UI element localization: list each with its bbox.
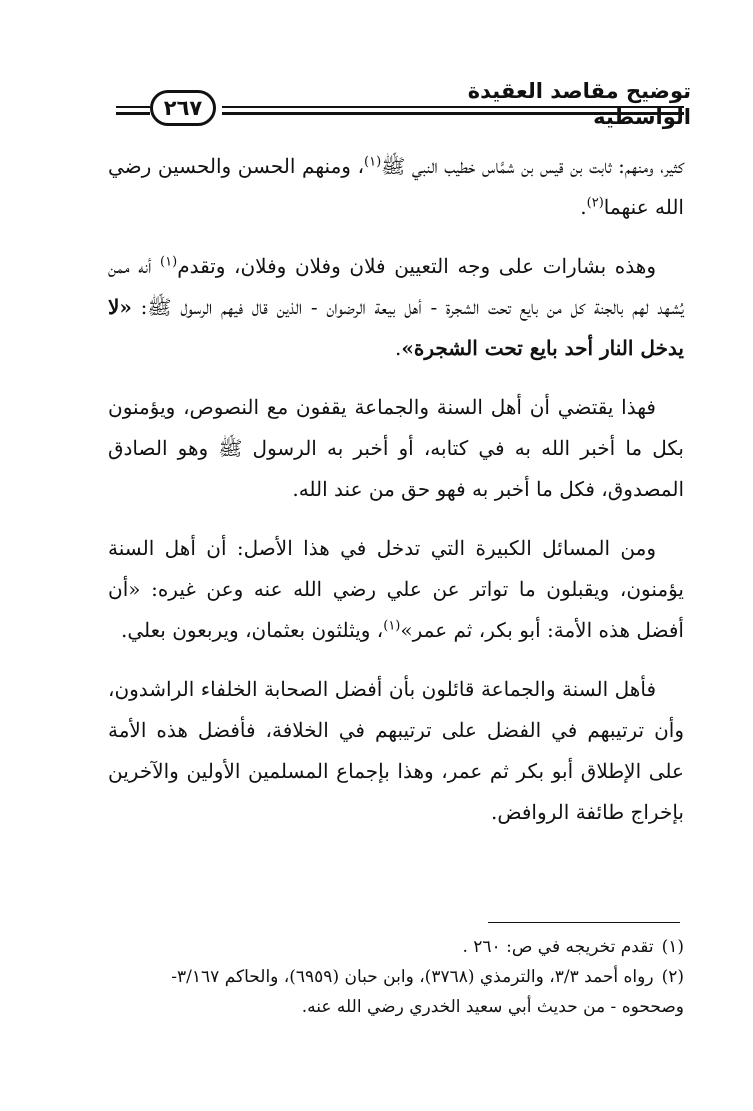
paragraph [108, 669, 684, 833]
footnote-ref: (١) [364, 154, 382, 170]
text-run: ، ويثلثون بعثمان، ويربعون بعلي. [121, 618, 384, 642]
footnote-separator [488, 922, 680, 923]
text-run: فأهل السنة والجماعة قائلون بأن أفضل الصحابة الخلفاء الراشدون، وأن ترتيبهم في الفضل على ترتيبهم في الخلافة، فأفضل هذه الأمة على الإطلاق أبو بكر ثم عمر، وهذا بإجماع المسلمين الأولين والآخرين بإخراج طائفة الروافض. [108, 677, 684, 824]
header-rule [116, 112, 150, 115]
paragraph [108, 246, 684, 369]
running-title: توضيح مقاصد العقيدة الواسطية [467, 79, 691, 129]
hadith-quote: «لا يدخل النار أحد بايع تحت الشجرة» [108, 295, 684, 360]
text-run: فهذا يقتضي أن أهل السنة والجماعة يقفون مع النصوص، ويؤمنون بكل ما أخبر الله به في كتابه، أو أخبر به الرسول ﷺ وهو الصادق المصدوق، فكل ما أخبر به فهو حق من عند الله. [108, 395, 684, 501]
text-run: . [580, 195, 587, 219]
footnotes [108, 932, 684, 1022]
footnote [108, 962, 684, 1022]
text-run: ، [357, 154, 365, 178]
footnote [108, 932, 684, 962]
footnote-number: (١) [661, 937, 684, 957]
footnote-number: (٢) [661, 967, 684, 987]
main-text [108, 146, 684, 851]
text-run: . [394, 336, 402, 360]
text-run: أنه ممن يُشهد لهم بالجنة كل من بايع تحت الشجرة - أهل بيعة الرضوان - الذين قال فيهم الرسول ﷺ: [108, 254, 684, 319]
text-run: وهذه بشارات على وجه التعيين فلان وفلان وفلان، وتقدم [177, 254, 656, 278]
paragraph [108, 387, 684, 510]
text-run: ومن المسائل الكبيرة التي تدخل في هذا الأصل: أن أهل السنة يؤمنون، ويقبلون ما تواتر عن علي رضي الله عنه وعن غيره: «أن أفضل هذه الأمة: أبو بكر، ثم عمر» [108, 536, 684, 642]
footnote-text: رواه أحمد ٣/٣، والترمذي (٣٧٦٨)، وابن حبان (٦٩٥٩)، والحاكم ٣/١٦٧- وصححوه - من حديث أبي سعيد الخدري رضي الله عنه. [171, 967, 684, 1017]
page-number-badge: ٢٦٧ [150, 90, 216, 126]
footnote-ref: (١) [383, 618, 401, 634]
text-run: ومنهم الحسن والحسين رضي الله عنهما [108, 154, 684, 219]
footnote-ref: (١) [160, 254, 178, 270]
paragraph [108, 528, 684, 651]
paragraph [108, 146, 684, 228]
header-rule [116, 106, 150, 108]
header-rule [222, 112, 684, 115]
text-run: كثير، ومنهم: ثابت بن قيس بن شمَّاس خطيب النبي ﷺ [381, 154, 685, 178]
footnote-ref: (٢) [586, 195, 604, 211]
footnote-text: تقدم تخريجه في ص: ٢٦٠ . [462, 937, 654, 957]
header-rule [222, 106, 684, 108]
